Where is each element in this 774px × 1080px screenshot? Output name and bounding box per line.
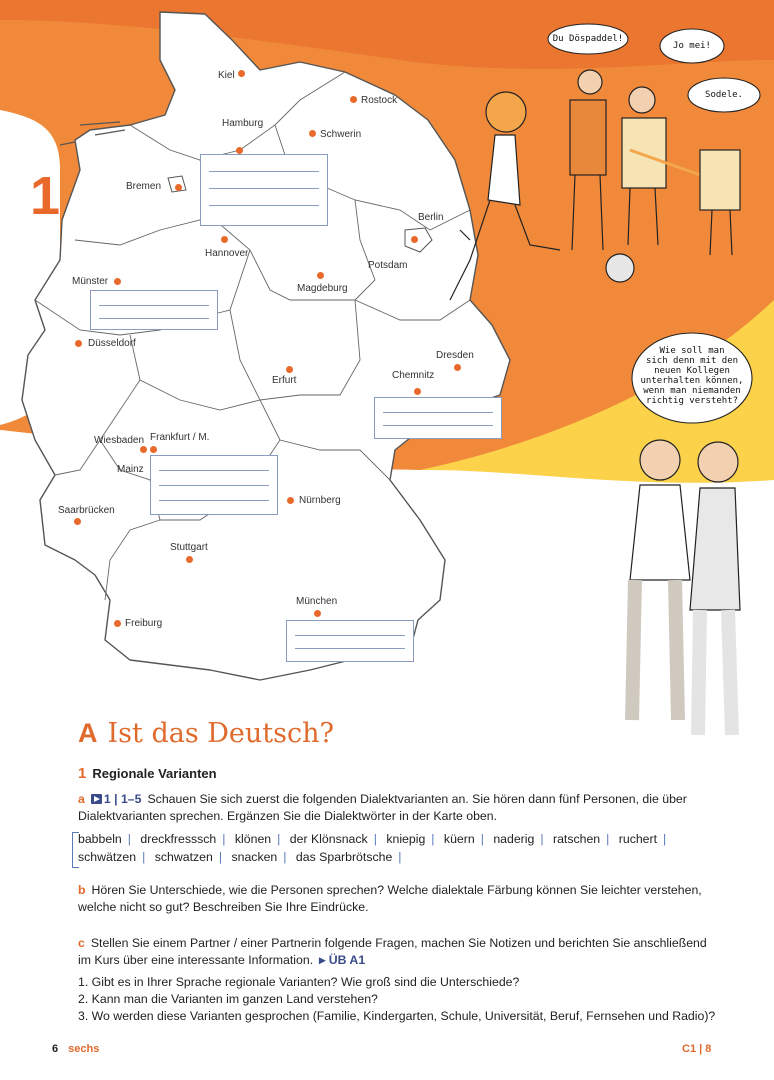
word: klönen xyxy=(234,832,272,846)
word: das Sparbrötsche xyxy=(295,850,393,864)
city-dot xyxy=(236,147,243,154)
word: ruchert xyxy=(618,832,658,846)
city-label: Münster xyxy=(72,276,109,287)
city-label: Hannover xyxy=(205,248,249,259)
word: kniepig xyxy=(386,832,426,846)
city-dot xyxy=(175,184,182,191)
exercise-heading: 1 Regionale Varianten xyxy=(78,765,217,782)
city-dot xyxy=(411,236,418,243)
city-dot xyxy=(317,272,324,279)
dialect-word-list: babbeln | dreckfresssch | klönen | der Klönsnack | kniepig | küern | naderig | ratschen | ruchert | schwätzen | schwatzen | snacken | das Sparbrötsche | xyxy=(78,830,728,866)
city-dot xyxy=(350,96,357,103)
city-label: Wiesbaden xyxy=(94,435,145,446)
section-title: A Ist das Deutsch? xyxy=(78,718,334,749)
word: schwatzen xyxy=(154,850,213,864)
city-label: München xyxy=(296,596,338,607)
question-2: 2. Kann man die Varianten im ganzen Land verstehen? xyxy=(78,992,378,1006)
city-label: Frankfurt / M. xyxy=(150,432,210,443)
city-dot xyxy=(309,130,316,137)
city-label: Kiel xyxy=(218,70,235,81)
city-label: Nürnberg xyxy=(299,495,341,506)
city-label: Freiburg xyxy=(125,618,163,629)
city-dot xyxy=(75,340,82,347)
city-label: Saarbrücken xyxy=(58,505,115,516)
word: ratschen xyxy=(552,832,601,846)
word: dreckfresssch xyxy=(140,832,217,846)
word: naderig xyxy=(493,832,535,846)
city-dot xyxy=(186,556,193,563)
word: küern xyxy=(443,832,475,846)
city-dot xyxy=(287,497,294,504)
city-dot xyxy=(150,446,157,453)
city-label: Mainz xyxy=(117,464,144,475)
city-label: Schwerin xyxy=(320,129,362,140)
part-b: b Hören Sie Unterschiede, wie die Personen sprechen? Welche dialektale Färbung können Sie leichter verstehen, welche nicht so gut? Beschreiben Sie Ihre Eindrücke. xyxy=(78,883,702,914)
speech-bubble-3: Sodele. xyxy=(705,90,743,100)
level-indicator: C1 | 8 xyxy=(682,1043,712,1055)
word: babbeln xyxy=(78,832,122,846)
question-3: 3. Wo werden diese Varianten gesprochen (Familie, Kindergarten, Schule, Universität, Beruf, Fernsehen und Radio)? xyxy=(78,1009,716,1023)
city-dot xyxy=(221,236,228,243)
answer-box-east[interactable] xyxy=(374,397,502,439)
city-label: Dresden xyxy=(436,350,474,361)
part-a: a 1 | 1–5 Schauen Sie sich zuerst die folgenden Dialektvarianten an. Sie hören dann fünf Personen, die über Dialektvarianten sprechen. Ergänzen Sie die Dialektwörter in der Karte oben. xyxy=(78,792,687,823)
city-label: Düsseldorf xyxy=(88,338,136,349)
city-dot xyxy=(314,610,321,617)
word: snacken xyxy=(231,850,278,864)
city-dot xyxy=(238,70,245,77)
city-label: Hamburg xyxy=(222,118,264,129)
exercise-ref-link[interactable]: ▸ ÜB A1 xyxy=(319,953,366,967)
city-dot xyxy=(140,446,147,453)
page-footer xyxy=(52,1043,99,1055)
city-dot xyxy=(286,366,293,373)
part-c: c Stellen Sie einem Partner / einer Partnerin folgende Fragen, machen Sie Notizen und berichten Sie anschließend im Kurs über eine interessante Information. ▸ ÜB A1 xyxy=(78,936,707,967)
city-dot xyxy=(454,364,461,371)
answer-box-south[interactable] xyxy=(286,620,414,662)
city-label: Stuttgart xyxy=(170,542,208,553)
city-label: Potsdam xyxy=(368,260,408,271)
city-label: Berlin xyxy=(418,212,444,223)
answer-box-west[interactable] xyxy=(90,290,218,330)
city-dot xyxy=(414,388,421,395)
city-label: Bremen xyxy=(126,181,162,192)
city-label: Rostock xyxy=(361,95,398,106)
word: der Klönsnack xyxy=(289,832,368,846)
question-1: 1. Gibt es in Ihrer Sprache regionale Varianten? Wie groß sind die Unterschiede? xyxy=(78,975,520,989)
page-word: sechs xyxy=(68,1043,100,1055)
audio-icon[interactable] xyxy=(91,794,102,804)
city-label: Chemnitz xyxy=(392,370,435,381)
city-dot xyxy=(74,518,81,525)
page-number: 6 xyxy=(52,1043,59,1055)
city-dot xyxy=(114,620,121,627)
word: schwätzen xyxy=(78,850,137,864)
speech-bubble-2: Jo mei! xyxy=(673,41,711,51)
unit-number: 1 xyxy=(30,166,61,226)
speech-bubble-4: Wie soll man sich denn mit den neuen Kollegen unterhalten können, wenn man niemanden richtig versteht? xyxy=(640,346,744,406)
city-dot xyxy=(114,278,121,285)
answer-box-southwest[interactable] xyxy=(150,455,278,515)
city-label: Magdeburg xyxy=(297,283,348,294)
speech-bubble-1: Du Döspaddel! xyxy=(552,34,624,44)
city-label: Erfurt xyxy=(272,375,297,386)
answer-box-north[interactable] xyxy=(200,154,328,226)
